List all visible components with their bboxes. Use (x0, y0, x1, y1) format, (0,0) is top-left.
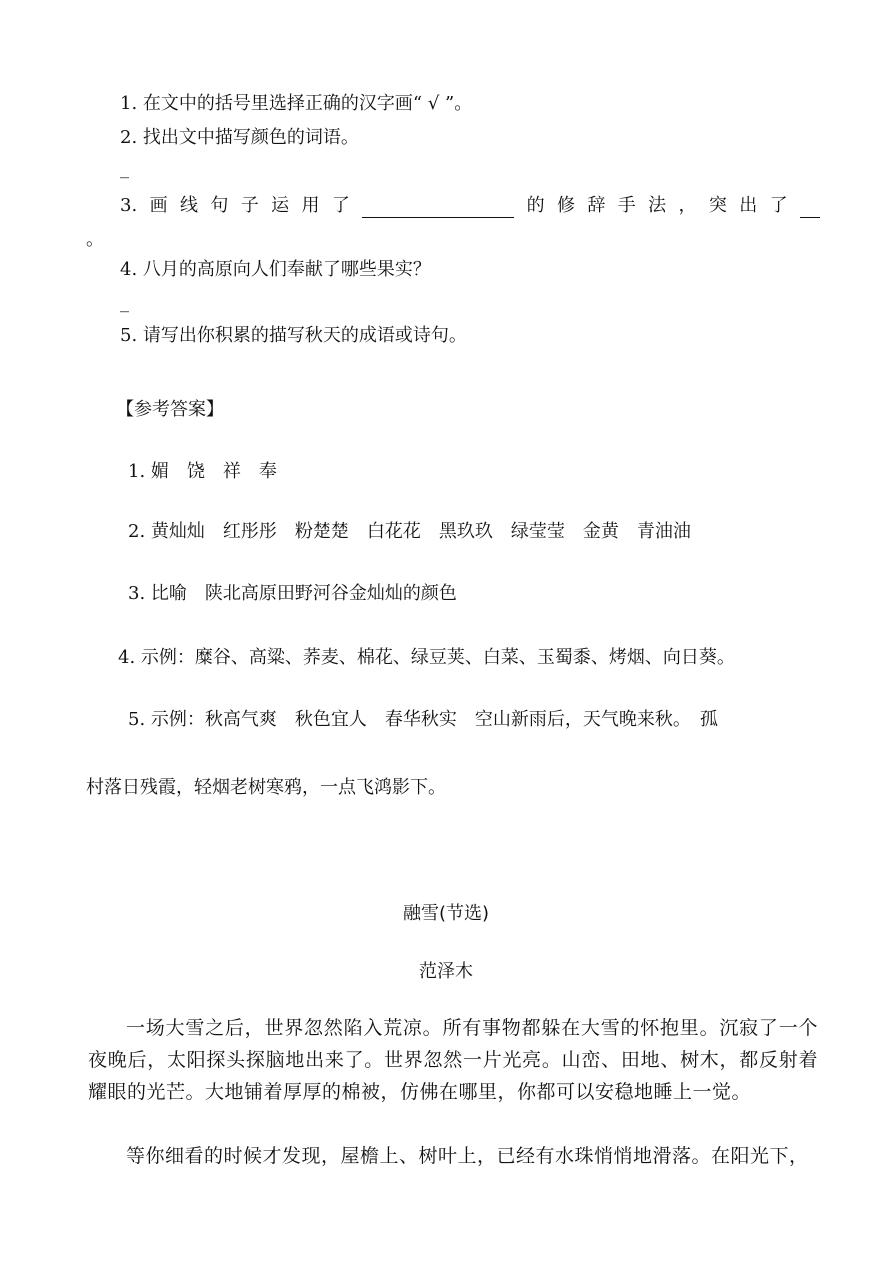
answer-4: 4. 示例：糜谷、高粱、荞麦、棉花、绿豆荚、白菜、玉蜀黍、烤烟、向日葵。 (118, 647, 735, 668)
q3-word: 修 (556, 195, 575, 216)
q3-fill-blank[interactable] (362, 197, 514, 218)
q3-word: 了 (331, 195, 350, 216)
q3-word: 了 (769, 195, 788, 216)
answer-3: 3. 比喻 陕北高原田野河谷金灿灿的颜色 (128, 583, 457, 604)
q3-word: ， (678, 195, 697, 216)
answer-5-line-2: 村落日残霞，轻烟老树寒鸦，一点飞鸿影下。 (86, 777, 446, 798)
q3-word: 画 (149, 195, 168, 216)
q3-end-punct: 。 (86, 229, 104, 250)
question-1: 1. 在文中的括号里选择正确的汉字画“ √ ”。 (120, 93, 473, 114)
article-author: 范泽木 (419, 961, 473, 982)
q3-fill-blank-end[interactable] (800, 197, 820, 218)
answer-2: 2. 黄灿灿 红彤彤 粉楚楚 白花花 黑玖玖 绿莹莹 金黄 青油油 (128, 521, 691, 542)
answers-heading: 【参考答案】 (116, 399, 224, 420)
article-paragraph-2: 等你细看的时候才发现，屋檐上、树叶上，已经有水珠悄悄地滑落。在阳光下， (126, 1145, 809, 1167)
article-title: 融雪(节选) (402, 903, 490, 924)
q3-word: 子 (240, 195, 259, 216)
question-5: 5. 请写出你积累的描写秋天的成语或诗句。 (120, 325, 467, 346)
q3-word: 运 (271, 195, 290, 216)
q3-word: 突 (708, 195, 727, 216)
article-paragraph-1: 一场大雪之后，世界忽然陷入荒凉。所有事物都躲在大雪的怀抱里。沉寂了一个夜晚后，太阳探头探脑地出来了。世界忽然一片光亮。山峦、田地、树木，都反射着耀眼的光芒。大地铺着厚厚的棉被，仿佛在哪里，你都可以安稳地睡上一觉。 (88, 1017, 818, 1103)
question-3 (120, 194, 820, 218)
q3-word: 线 (179, 195, 198, 216)
q3-word: 出 (739, 195, 758, 216)
q3-word: 用 (301, 195, 320, 216)
q3-word: 辞 (587, 195, 606, 216)
answer-blank-2: _ (120, 158, 129, 179)
q3-word: 法 (648, 195, 667, 216)
answer-blank-4: _ (120, 292, 129, 313)
q3-word: 3. (120, 195, 138, 216)
question-2: 2. 找出文中描写颜色的词语。 (120, 127, 359, 148)
q3-word: 的 (526, 195, 545, 216)
question-4: 4. 八月的高原向人们奉献了哪些果实？ (120, 259, 431, 280)
answer-1: 1. 媚 饶 祥 奉 (128, 461, 277, 482)
answer-5-line-1: 5. 示例：秋高气爽 秋色宜人 春华秋实 空山新雨后，天气晚来秋。 孤 (128, 709, 718, 730)
q3-word: 手 (617, 195, 636, 216)
q3-word: 句 (210, 195, 229, 216)
